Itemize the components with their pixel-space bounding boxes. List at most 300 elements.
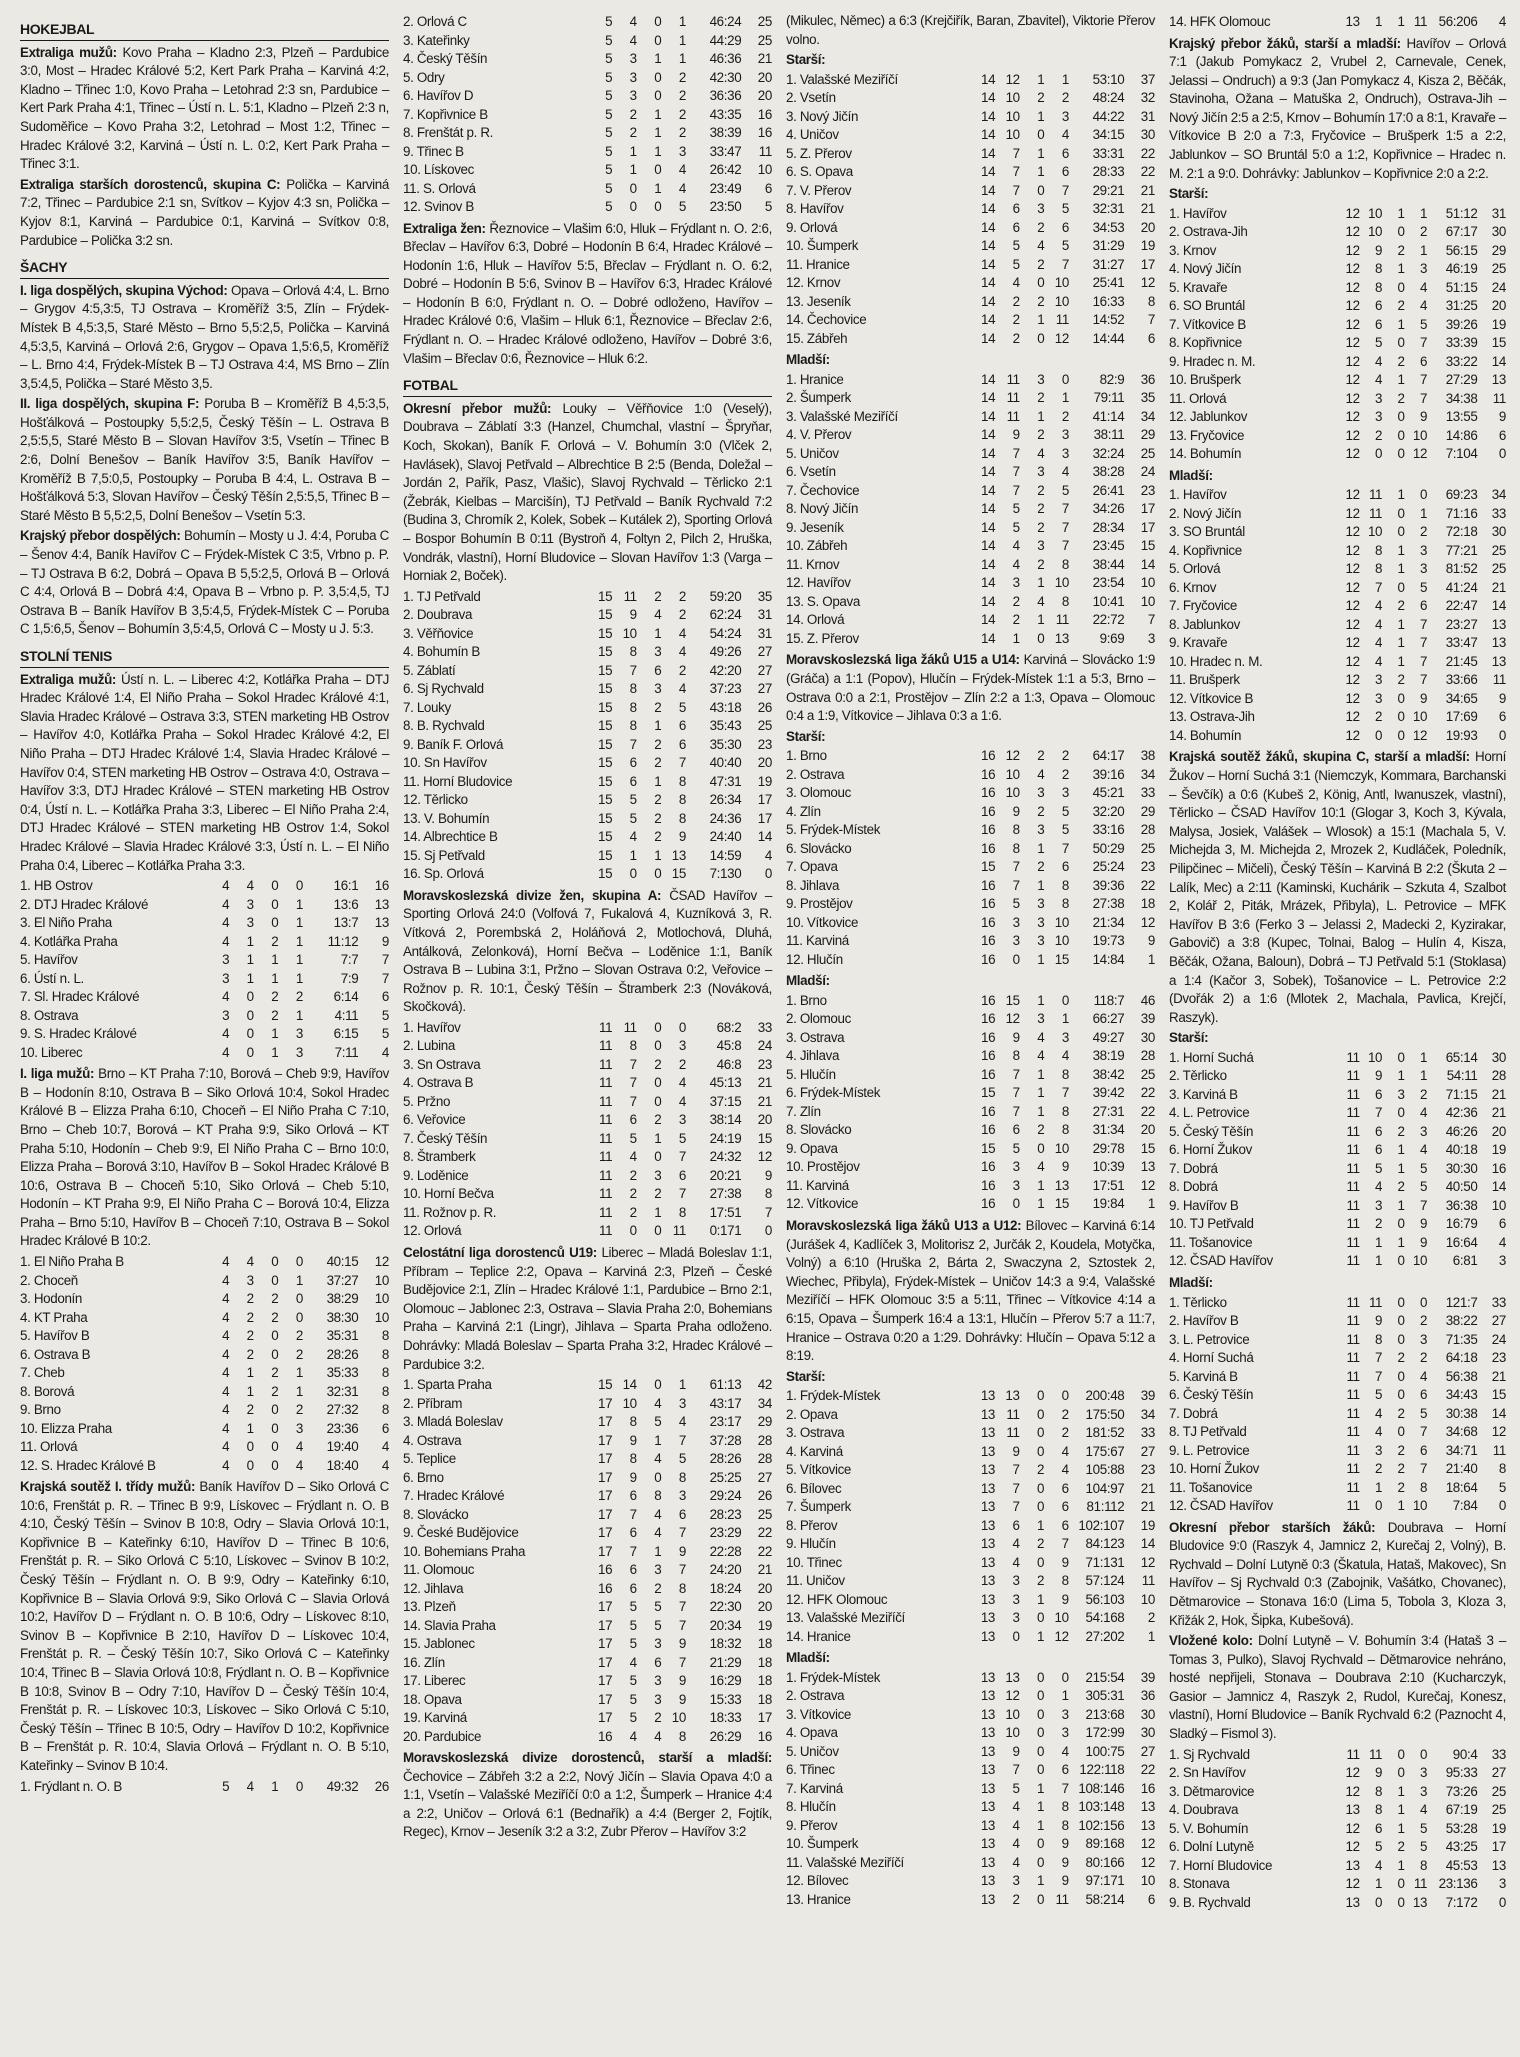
- losses: 2: [1419, 1313, 1428, 1329]
- losses: 1: [1419, 205, 1428, 221]
- draws: 1: [1037, 1066, 1045, 1082]
- standings-row: [1169, 727, 1506, 746]
- points: 39: [1140, 1388, 1155, 1404]
- score: 24:36: [709, 810, 742, 826]
- wins: 5: [1012, 238, 1020, 254]
- subsection-label: Mladší:: [786, 1650, 830, 1666]
- wins: 4: [629, 829, 637, 845]
- wins: 1: [629, 847, 637, 863]
- games-played: 13: [980, 1873, 996, 1889]
- draws: 2: [1037, 859, 1045, 875]
- points: 24: [1491, 279, 1506, 295]
- games-played: 14: [981, 312, 996, 328]
- team-name: 3. Nový Jičín: [786, 108, 859, 124]
- draws: 0: [654, 1075, 662, 1091]
- standings-row: [403, 680, 772, 699]
- wins: 5: [629, 1130, 637, 1146]
- losses: 2: [1061, 766, 1069, 782]
- results-text: Liberec – Mladá Boleslav 1:1, Příbram – Teplice 2:2, Opava – Karviná 2:3, Plzeň – České Budějovice 2:1, Zlín – Hradec Králové 1:1, Pardubice – Brno 2:1, Olomouc – Jablonec 2:3, Ostrava – Slavia Praha 2:0, Bohemians Praha – Karviná 2:1 (Lingr), Jihlava – Sparta Praha odloženo. Dohrávky: Mladá Boleslav – Sparta Praha 3:2, Hradec Králové – Pardubice 3:2.: [403, 1244, 772, 1372]
- team-name: 9. S. Hradec Králové: [20, 1026, 137, 1042]
- games-played: 11: [599, 1038, 613, 1054]
- points: 7: [1147, 312, 1155, 328]
- games-played: 11: [599, 1149, 613, 1165]
- points: 8: [381, 1383, 389, 1399]
- games-played: 15: [981, 1085, 996, 1101]
- team-name: 4. Český Těšín: [403, 51, 488, 66]
- score: 53:28: [1445, 1820, 1478, 1836]
- losses: 15: [671, 866, 686, 882]
- wins: 7: [629, 736, 637, 752]
- standings-row: [20, 1778, 389, 1797]
- draws: 0: [654, 88, 662, 103]
- standings-row: [20, 1044, 389, 1063]
- wins: 4: [629, 1149, 637, 1165]
- wins: 5: [1012, 256, 1020, 272]
- score: 7:11: [334, 1044, 359, 1060]
- games-played: 14: [981, 427, 996, 443]
- losses: 0: [295, 1309, 303, 1325]
- draws: 0: [1397, 690, 1405, 706]
- score: 38:42: [1092, 1066, 1125, 1082]
- wins: 2: [1012, 293, 1020, 309]
- draws: 2: [271, 1291, 279, 1307]
- points: 22: [1140, 1762, 1155, 1778]
- points: 38: [1140, 748, 1155, 764]
- standings-table: [403, 1376, 772, 1746]
- competition-name: Krajská soutěž I. třídy mužů:: [20, 1479, 196, 1495]
- score: 23:27: [1445, 616, 1478, 632]
- competition-name: Extraliga mužů:: [20, 44, 117, 60]
- standings-row: [786, 200, 1155, 219]
- score: 30:30: [1445, 1160, 1478, 1176]
- standings-row: [1169, 1764, 1506, 1783]
- points: 17: [1140, 256, 1155, 272]
- team-name: 8. Nový Jičín: [786, 501, 859, 517]
- standings-row: [1169, 505, 1506, 524]
- games-played: 11: [1346, 1442, 1360, 1458]
- points: 15: [1140, 538, 1155, 554]
- points: 1: [1147, 1628, 1155, 1644]
- losses: 1: [295, 933, 303, 949]
- wins: 12: [1005, 748, 1020, 764]
- team-name: 9. Havířov B: [1169, 1197, 1239, 1213]
- games-played: 16: [981, 766, 996, 782]
- team-name: 10. Prostějov: [786, 1159, 860, 1175]
- wins: 4: [246, 1778, 254, 1794]
- draws: 1: [1397, 261, 1405, 277]
- score: 44:22: [1092, 108, 1125, 124]
- score: 77:21: [1445, 542, 1478, 558]
- score: 19:84: [1092, 1196, 1125, 1212]
- points: 17: [757, 810, 772, 826]
- points: 31: [1140, 108, 1155, 124]
- standings-row: [1169, 1497, 1506, 1516]
- games-played: 5: [605, 14, 613, 29]
- team-name: 10. Zábřeh: [786, 538, 848, 554]
- wins: 13: [1005, 1669, 1020, 1685]
- wins: 4: [1375, 635, 1383, 651]
- standings-row: [1169, 1086, 1506, 1105]
- losses: 4: [678, 1075, 686, 1091]
- team-name: 7. Zlín: [786, 1103, 821, 1119]
- standings-table: [786, 992, 1155, 1214]
- draws: 0: [1397, 579, 1405, 595]
- losses: 2: [295, 1346, 303, 1362]
- results-paragraph: [20, 527, 389, 639]
- score: 49:27: [1092, 1029, 1125, 1045]
- games-played: 16: [981, 1029, 996, 1045]
- points: 33: [1140, 1425, 1155, 1441]
- draws: 0: [1397, 727, 1405, 743]
- competition-name: Moravskoslezská liga žáků U13 a U12:: [786, 1217, 1022, 1233]
- standings-row: [786, 1761, 1155, 1780]
- losses: 8: [678, 1580, 686, 1596]
- score: 10:41: [1092, 593, 1125, 609]
- draws: 2: [1037, 293, 1045, 309]
- team-name: 1. Horní Suchá: [1169, 1049, 1254, 1065]
- score: 84:123: [1085, 1536, 1125, 1552]
- wins: 1: [1012, 630, 1020, 646]
- losses: 7: [678, 1149, 686, 1165]
- losses: 5: [1419, 1839, 1428, 1855]
- losses: 3: [678, 143, 686, 159]
- draws: 3: [1037, 914, 1045, 930]
- standings-row: [786, 1743, 1155, 1762]
- games-played: 4: [222, 1309, 230, 1325]
- team-name: 15. Sj Petřvald: [403, 847, 485, 863]
- draws: 0: [1397, 1876, 1405, 1892]
- points: 30: [1491, 524, 1506, 540]
- standings-table: [786, 371, 1155, 649]
- team-name: 7. Šumperk: [786, 1499, 851, 1515]
- standings-row: [20, 1290, 389, 1309]
- team-name: 4. Kopřivnice: [1169, 542, 1242, 558]
- draws: 0: [271, 1420, 279, 1436]
- score: 27:32: [326, 1402, 359, 1418]
- draws: 1: [1397, 1160, 1405, 1176]
- standings-row: [20, 1346, 389, 1365]
- draws: 0: [271, 1328, 279, 1344]
- standings-table: [1169, 13, 1506, 32]
- wins: 5: [1375, 1160, 1383, 1176]
- losses: 9: [678, 1543, 686, 1559]
- wins: 4: [1012, 1554, 1020, 1570]
- points: 24: [1140, 464, 1155, 480]
- losses: 3: [1061, 1706, 1069, 1722]
- standings-row: [1169, 1104, 1506, 1123]
- points: 13: [1140, 1159, 1155, 1175]
- team-name: 8. B. Rychvald: [403, 718, 485, 734]
- points: 21: [757, 51, 772, 66]
- score: 46:36: [709, 51, 742, 66]
- games-played: 14: [981, 556, 996, 572]
- draws: 2: [1397, 298, 1405, 314]
- standings-row: [1169, 671, 1506, 690]
- score: 29:78: [1092, 1140, 1125, 1156]
- draws: 1: [1397, 1802, 1405, 1818]
- points: 13: [374, 915, 389, 931]
- wins: 11: [1006, 390, 1020, 406]
- team-name: 14. Orlová: [786, 612, 845, 628]
- draws: 3: [654, 1691, 662, 1707]
- standings-row: [786, 519, 1155, 538]
- score: 38:29: [326, 1291, 359, 1307]
- score: 44:29: [709, 32, 742, 48]
- games-played: 12: [1345, 1839, 1360, 1855]
- draws: 1: [654, 1130, 662, 1146]
- losses: 11: [1055, 312, 1069, 328]
- standings-row: [786, 500, 1155, 519]
- team-name: 18. Opava: [403, 1691, 462, 1707]
- draws: 2: [1037, 556, 1045, 572]
- score: 121:7: [1445, 1294, 1478, 1310]
- games-played: 14: [981, 108, 996, 124]
- losses: 13: [1412, 1894, 1428, 1910]
- team-name: 5. Havířov: [20, 952, 78, 968]
- standings-row: [1169, 242, 1506, 261]
- wins: 7: [629, 1093, 637, 1109]
- score: 20:21: [709, 1167, 742, 1183]
- wins: 5: [629, 1673, 637, 1689]
- losses: 8: [1419, 1857, 1428, 1873]
- team-name: 14. HFK Olomouc: [1169, 14, 1271, 29]
- points: 15: [1491, 1387, 1506, 1403]
- team-name: 11. Karviná: [786, 933, 849, 949]
- wins: 4: [1012, 1836, 1020, 1852]
- wins: 10: [1005, 785, 1020, 801]
- team-name: 10. Horní Bečva: [403, 1186, 494, 1202]
- points: 28: [1140, 822, 1155, 838]
- points: 6: [381, 1420, 389, 1436]
- draws: 3: [654, 1167, 662, 1183]
- losses: 3: [1419, 1765, 1428, 1781]
- standings-row: [20, 1420, 389, 1439]
- team-name: 9. Opava: [786, 1140, 838, 1156]
- score: 64:18: [1445, 1350, 1478, 1366]
- games-played: 13: [980, 1836, 996, 1852]
- score: 21:29: [709, 1654, 742, 1670]
- team-name: 6. Dolní Lutyně: [1169, 1839, 1254, 1855]
- draws: 3: [1037, 538, 1045, 554]
- points: 4: [764, 847, 772, 863]
- draws: 8: [654, 1488, 662, 1504]
- team-name: 10. Elizza Praha: [20, 1420, 112, 1436]
- draws: 1: [1037, 1085, 1045, 1101]
- standings-table: [1169, 1294, 1506, 1516]
- games-played: 16: [981, 1159, 996, 1175]
- losses: 7: [1061, 538, 1069, 554]
- games-played: 12: [1345, 505, 1360, 521]
- team-name: 12. Havířov: [786, 575, 851, 591]
- standings-row: [786, 630, 1155, 649]
- losses: 6: [1061, 1499, 1069, 1515]
- team-name: 7. Dobrá: [1169, 1405, 1218, 1421]
- points: 11: [1492, 390, 1506, 406]
- games-played: 15: [598, 607, 613, 623]
- team-name: 5. Uničov: [786, 445, 839, 461]
- losses: 3: [1061, 445, 1069, 461]
- losses: 7: [1061, 256, 1069, 272]
- competition-name: II. liga dospělých, skupina F:: [20, 396, 200, 412]
- draws: 0: [1397, 409, 1405, 425]
- points: 18: [757, 1691, 772, 1707]
- wins: 7: [1012, 877, 1020, 893]
- losses: 4: [678, 625, 686, 641]
- draws: 0: [1037, 275, 1045, 291]
- score: 42:36: [1445, 1105, 1478, 1121]
- points: 31: [1491, 205, 1506, 221]
- score: 33:31: [1092, 145, 1125, 161]
- losses: 3: [295, 1026, 303, 1042]
- points: 4: [381, 1044, 389, 1060]
- games-played: 14: [981, 71, 996, 87]
- results-paragraph: [403, 1244, 772, 1374]
- score: 34:15: [1092, 127, 1125, 143]
- score: 33:47: [709, 143, 742, 159]
- games-played: 3: [222, 970, 230, 986]
- score: 38:28: [1092, 464, 1125, 480]
- score: 34:26: [1092, 501, 1125, 517]
- standings-row: [786, 256, 1155, 275]
- losses: 3: [295, 1420, 303, 1436]
- points: 9: [764, 1167, 772, 1183]
- score: 64:17: [1092, 748, 1125, 764]
- losses: 0: [1419, 1294, 1428, 1310]
- draws: 0: [654, 1093, 662, 1109]
- games-played: 11: [599, 1186, 613, 1202]
- wins: 1: [246, 1383, 254, 1399]
- losses: 7: [1419, 616, 1428, 632]
- standings-row: [20, 914, 389, 933]
- draws: 1: [1397, 1820, 1405, 1836]
- standings-row: [403, 773, 772, 792]
- team-name: 12. Bílovec: [786, 1873, 849, 1889]
- team-name: 6. Horní Žukov: [1169, 1142, 1252, 1158]
- standings-row: [20, 1401, 389, 1420]
- wins: 5: [1375, 1387, 1383, 1403]
- games-played: 14: [981, 145, 996, 161]
- wins: 10: [1005, 1706, 1020, 1722]
- points: 26: [757, 1488, 772, 1504]
- score: 7:172: [1445, 1894, 1478, 1910]
- score: 37:15: [709, 1093, 742, 1109]
- draws: 2: [654, 588, 662, 604]
- standings-row: [786, 1158, 1155, 1177]
- wins: 1: [246, 970, 254, 986]
- losses: 13: [671, 847, 686, 863]
- team-name: 1. TJ Petřvald: [403, 588, 481, 604]
- points: 17: [757, 1710, 772, 1726]
- points: 23: [757, 736, 772, 752]
- score: 73:26: [1445, 1783, 1478, 1799]
- score: 40:40: [709, 755, 742, 771]
- standings-table: [403, 13, 772, 217]
- draws: 2: [271, 933, 279, 949]
- games-played: 14: [981, 612, 996, 628]
- games-played: 14: [981, 445, 996, 461]
- team-name: 9. Přerov: [786, 1817, 838, 1833]
- standings-row: [403, 699, 772, 718]
- score: 29:24: [709, 1488, 742, 1504]
- losses: 12: [1412, 727, 1428, 743]
- score: 67:19: [1445, 1802, 1478, 1818]
- score: 95:33: [1445, 1765, 1478, 1781]
- standings-row: [1169, 1838, 1506, 1857]
- team-name: 9. Hradec n. M.: [1169, 353, 1256, 369]
- results-text: Karviná – Slovácko 1:9 (Gráča) a 1:1 (Popov), Hlučín – Frýdek-Místek 1:1 a 5:3, Brno – Ostrava 0:0 a 2:1, Prostějov – Zlín 2:2 a 1:3, Opava – Olomouc 0:4 a 1:9, Vítkovice – Jihlava 0:3 a 1:6.: [786, 652, 1156, 724]
- team-name: 7. Český Těšín: [403, 1130, 488, 1146]
- standings-table: [20, 877, 389, 1062]
- losses: 4: [678, 644, 686, 660]
- results-text: Čechovice – Zábřeh 3:2 a 2:2, Nový Jičín – Slavia Opava 4:0 a 1:1, Vsetín – Valašské Meziříčí 0:0 a 1:2, Šumperk – Hranice 4:4 a 2:2, Uničov – Orlová 6:1 (Bednařík) a 4:4 (Berger 2, Fojtík, Regec), Krnov – Jeseník 3:2 a 3:2, Zubr Přerov – Havířov 3:2: [403, 1768, 772, 1840]
- games-played: 17: [598, 1599, 613, 1615]
- points: 29: [757, 1414, 772, 1430]
- draws: 3: [654, 1636, 662, 1652]
- score: 71:15: [1445, 1086, 1478, 1102]
- score: 45:53: [1445, 1857, 1478, 1873]
- wins: 10: [622, 625, 637, 641]
- games-played: 4: [222, 1044, 230, 1060]
- team-name: 6. Bílovec: [786, 1480, 842, 1496]
- draws: 0: [654, 199, 662, 214]
- games-played: 16: [981, 992, 996, 1008]
- points: 11: [1141, 1573, 1155, 1589]
- losses: 13: [1054, 1177, 1069, 1193]
- losses: 3: [1419, 561, 1428, 577]
- wins: 11: [1006, 408, 1020, 424]
- score: 34:71: [1445, 1442, 1478, 1458]
- games-played: 15: [598, 773, 613, 789]
- games-played: 11: [1346, 1068, 1360, 1084]
- draws: 2: [654, 792, 662, 808]
- losses: 1: [1419, 505, 1428, 521]
- wins: 4: [246, 1254, 254, 1270]
- score: 14:44: [1092, 330, 1125, 346]
- score: 172:99: [1085, 1725, 1125, 1741]
- standings-row: [403, 643, 772, 662]
- points: 12: [1491, 1424, 1506, 1440]
- team-name: 7. Horní Bludovice: [1169, 1857, 1273, 1873]
- score: 24:20: [709, 1562, 742, 1578]
- wins: 5: [1375, 1839, 1383, 1855]
- score: 38:11: [1093, 427, 1125, 443]
- team-name: 6. Vsetín: [786, 464, 836, 480]
- score: 20:34: [709, 1617, 742, 1633]
- losses: 8: [1061, 1122, 1069, 1138]
- draws: 5: [654, 1617, 662, 1633]
- draws: 1: [654, 51, 662, 66]
- games-played: 4: [222, 1272, 230, 1288]
- standings-row: [403, 180, 772, 199]
- losses: 7: [1061, 1536, 1069, 1552]
- games-played: 13: [980, 1610, 996, 1626]
- wins: 4: [629, 1654, 637, 1670]
- draws: 1: [654, 125, 662, 140]
- points: 4: [1498, 14, 1506, 29]
- team-name: 6. Slovácko: [786, 840, 852, 856]
- results-paragraph: [403, 1749, 772, 1842]
- wins: 8: [1375, 1783, 1383, 1799]
- score: 31:25: [1445, 298, 1478, 314]
- wins: 11: [1006, 1406, 1020, 1422]
- wins: 10: [1367, 1049, 1383, 1065]
- standings-row: [403, 161, 772, 180]
- standings-row: [786, 182, 1155, 201]
- points: 19: [1491, 316, 1506, 332]
- wins: 4: [1012, 275, 1020, 291]
- points: 10: [1491, 1197, 1506, 1213]
- draws: 2: [1037, 256, 1045, 272]
